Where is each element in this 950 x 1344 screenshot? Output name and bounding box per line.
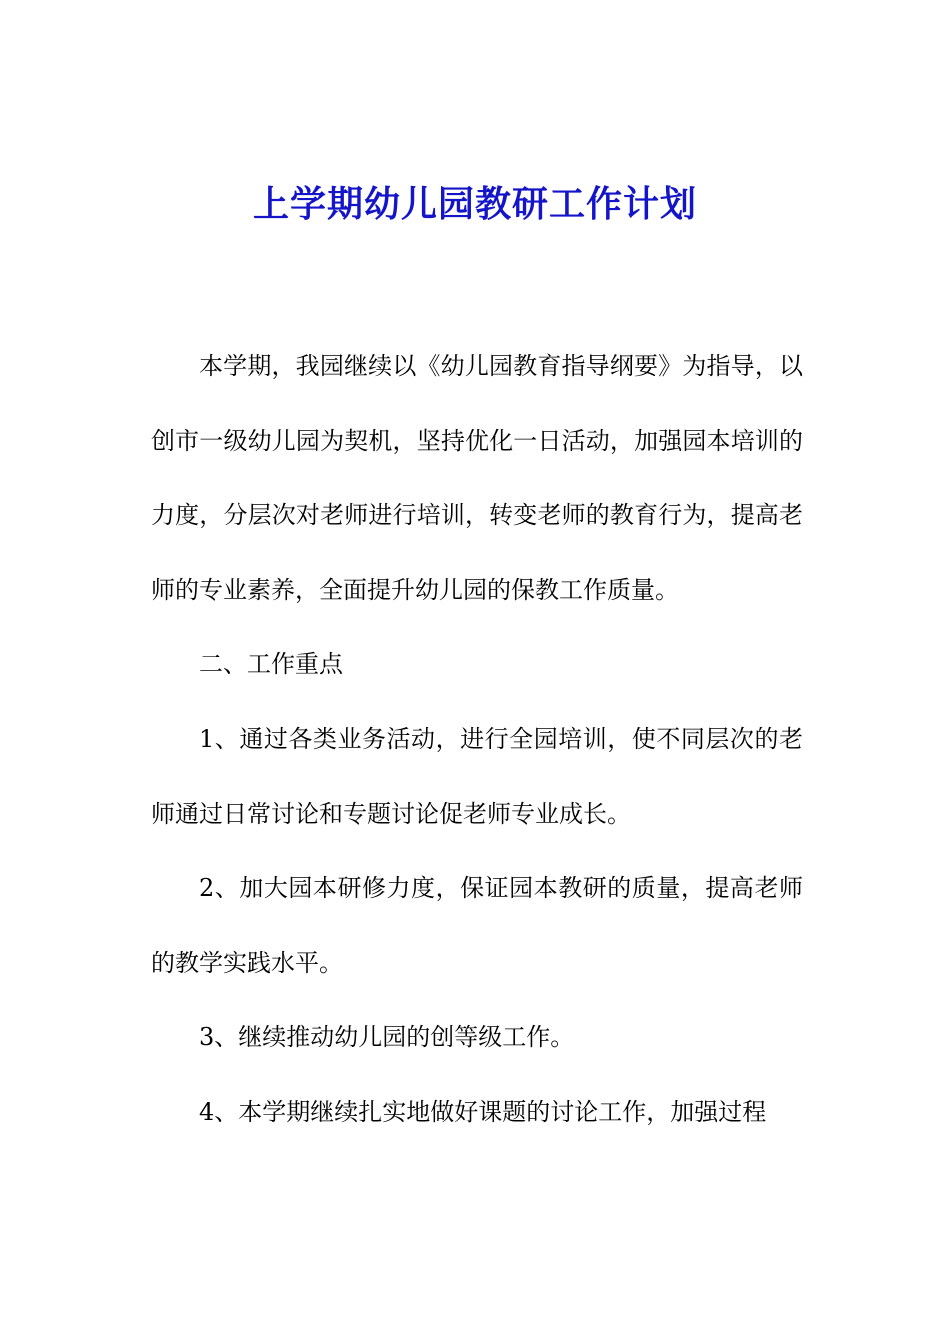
list-item-1: 1、通过各类业务活动，进行全园培训，使不同层次的老师通过日常讨论和专题讨论促老师专业成长。	[151, 724, 803, 828]
paragraph-intro: 本学期，我园继续以《幼儿园教育指导纲要》为指导，以创市一级幼儿园为契机，坚持优化一日活动，加强园本培训的力度，分层次对老师进行培训，转变老师的教育行为，提高老师的专业素养，全面提升幼儿园的保教工作质量。	[151, 352, 803, 604]
document-body	[151, 329, 803, 1150]
document-title: 上学期幼儿园教研工作计划	[252, 183, 697, 225]
list-item-4: 4、本学期继续扎实地做好课题的讨论工作，加强过程	[199, 1097, 767, 1126]
section-heading-work-focus: 二、工作重点	[199, 650, 343, 679]
list-item-2: 2、加大园本研修力度，保证园本教研的质量，提高老师的教学实践水平。	[151, 874, 803, 977]
list-item-3: 3、继续推动幼儿园的创等级工作。	[199, 1023, 575, 1052]
